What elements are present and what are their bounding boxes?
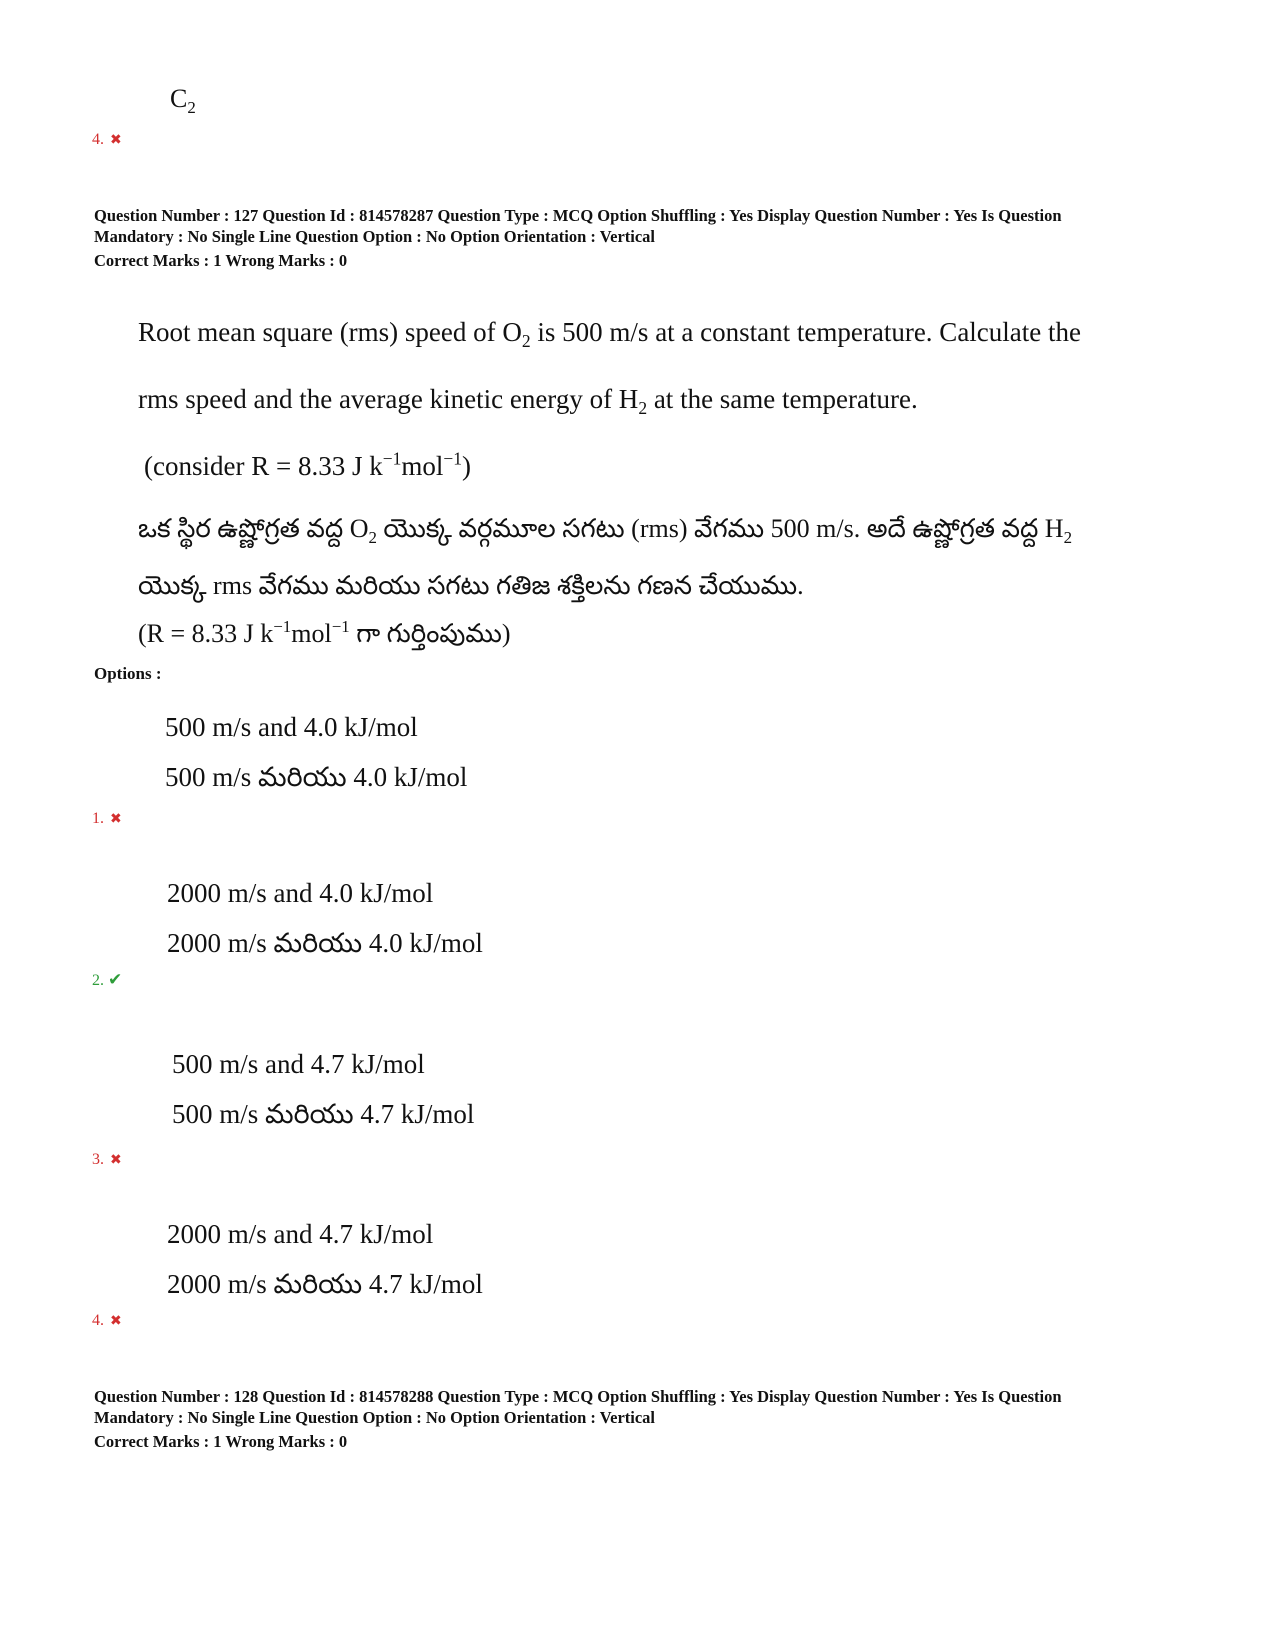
previous-option-marker: 4. ✖ <box>92 131 122 148</box>
meta-line-2: Mandatory : No Single Line Question Option : No Option Orientation : Vertical <box>94 227 656 246</box>
cross-mark-icon: ✖ <box>110 1153 122 1168</box>
option-3-marker: 3. ✖ <box>92 1151 122 1168</box>
option-1-english: 500 m/s and 4.0 kJ/mol <box>165 712 418 742</box>
option-2[interactable] <box>167 868 483 968</box>
marks-line: Correct Marks : 1 Wrong Marks : 0 <box>94 1432 348 1451</box>
marks-line: Correct Marks : 1 Wrong Marks : 0 <box>94 251 348 270</box>
option-3-english: 500 m/s and 4.7 kJ/mol <box>172 1049 425 1079</box>
cross-mark-icon: ✖ <box>110 133 122 148</box>
option-2-telugu: 2000 m/s మరియు 4.0 kJ/mol <box>167 928 483 958</box>
cross-mark-icon: ✖ <box>110 812 122 827</box>
question-127-meta <box>94 205 1214 271</box>
previous-option-text: $C_2$ <box>170 84 196 117</box>
options-label: Options : <box>94 664 162 683</box>
cross-mark-icon: ✖ <box>110 1314 122 1329</box>
question-en-line-2: rms speed and the average kinetic energy of $H_2$ at the same temperature. <box>138 384 918 419</box>
option-1-telugu: 500 m/s మరియు 4.0 kJ/mol <box>165 762 468 792</box>
question-en-line-1: Root mean square (rms) speed of $O_2$ is 500 m/s at a constant temperature. Calculate the <box>138 317 1081 352</box>
option-4-english: 2000 m/s and 4.7 kJ/mol <box>167 1219 434 1249</box>
meta-line-2: Mandatory : No Single Line Question Option : No Option Orientation : Vertical <box>94 1408 656 1427</box>
option-3-telugu: 500 m/s మరియు 4.7 kJ/mol <box>172 1099 475 1129</box>
meta-line-1: Question Number : 128 Question Id : 814578288 Question Type : MCQ Option Shuffling : Yes Display Question Number : Yes Is Question <box>94 1387 1062 1406</box>
option-3[interactable] <box>172 1039 474 1139</box>
option-4-marker: 4. ✖ <box>92 1312 122 1329</box>
question-text-telugu <box>138 505 1178 658</box>
question-text-english <box>138 303 1188 495</box>
question-te-line-3: (R = 8.33 J $k^{-1}mol^{-1}$ గా గుర్తింపుము) <box>138 616 511 648</box>
option-4[interactable] <box>167 1209 483 1309</box>
question-en-line-3: (consider R = 8.33 J $k^{-1}mol^{-1}$) <box>144 448 472 482</box>
question-128-meta <box>94 1386 1214 1452</box>
option-1-marker: 1. ✖ <box>92 810 122 827</box>
option-2-english: 2000 m/s and 4.0 kJ/mol <box>167 878 434 908</box>
check-mark-icon: ✔ <box>108 970 123 989</box>
question-te-line-1: ఒక స్థిర ఉష్ణోగ్రత వద్ద $O_2$ యొక్క వర్గమూల సగటు (rms) వేగము 500 m/s. అదే ఉష్ణోగ్రత వద్ద $H_2$ <box>138 514 1073 547</box>
meta-line-1: Question Number : 127 Question Id : 814578287 Question Type : MCQ Option Shuffling : Yes Display Question Number : Yes Is Question <box>94 206 1062 225</box>
option-4-telugu: 2000 m/s మరియు 4.7 kJ/mol <box>167 1269 483 1299</box>
option-1[interactable] <box>165 702 467 802</box>
question-te-line-2: యొక్క rms వేగము మరియు సగటు గతిజ శక్తిలను గణన చేయుము. <box>138 570 804 600</box>
option-2-marker: 2. ✔ <box>92 970 123 989</box>
